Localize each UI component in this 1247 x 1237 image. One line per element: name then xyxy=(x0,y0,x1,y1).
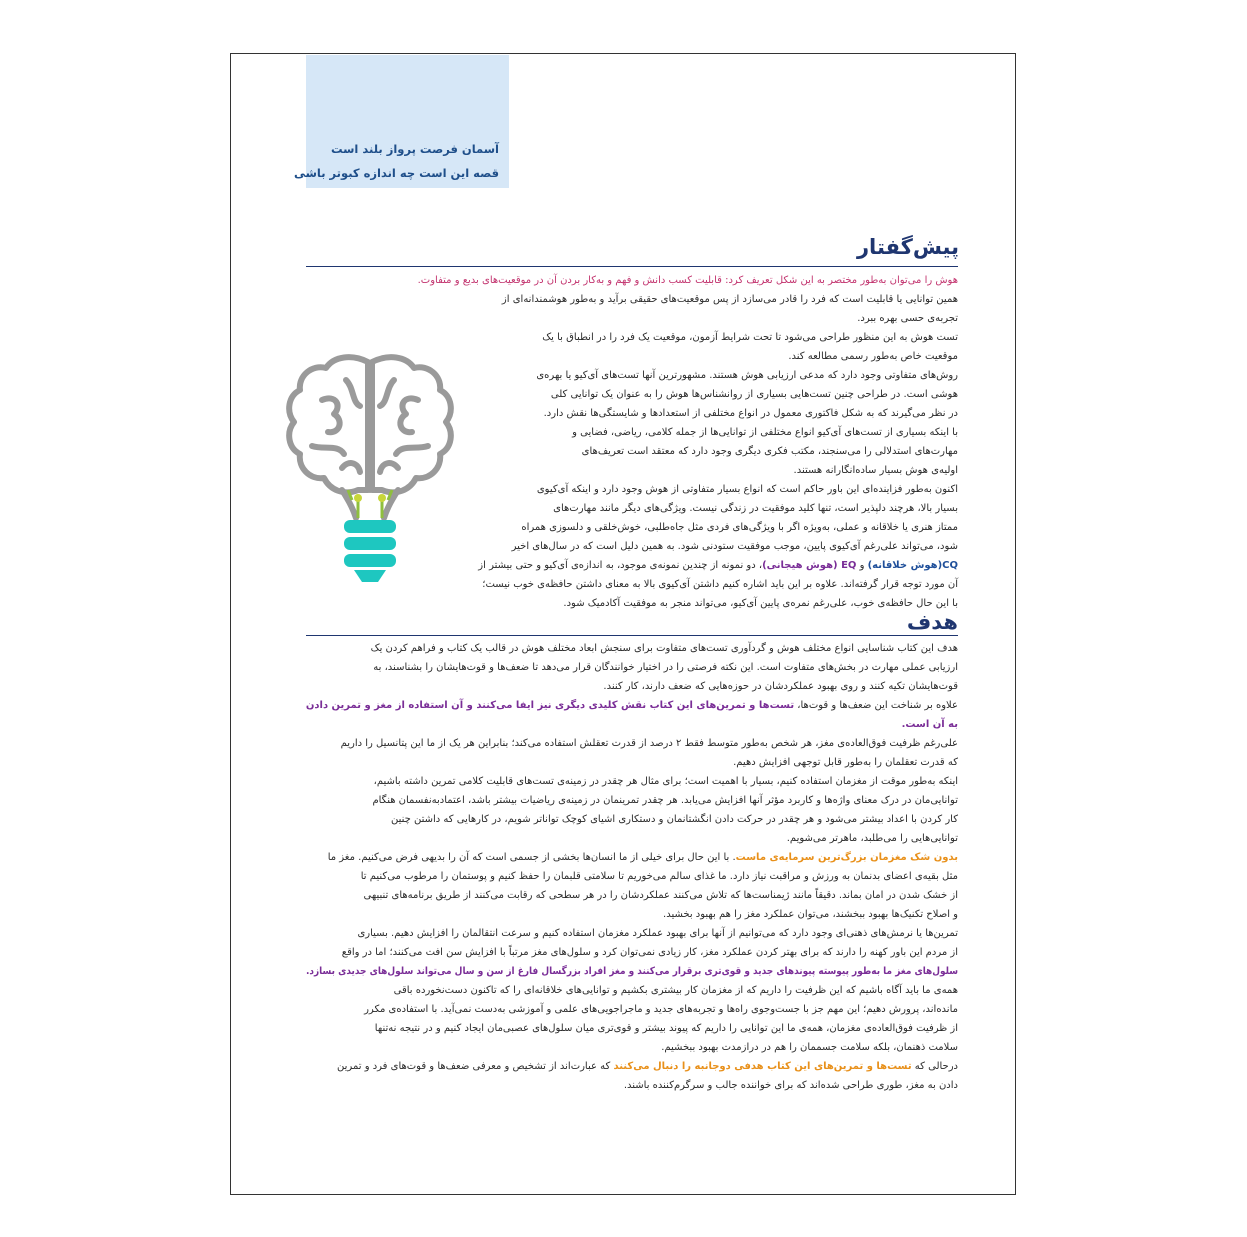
goal-segment: تست‌ها و تمرین‌های این کتاب نقش کلیدی دیگری نیز ایفا می‌کنند و آن استفاده از مغز و تمرین دادن xyxy=(305,700,795,711)
preface-line xyxy=(478,556,958,575)
goal-line xyxy=(337,1057,958,1076)
preface-segment: قابلیت کسب دانش و فهم و به‌کار بردن آن در موقعیت‌های بدیع و متفاوت. xyxy=(417,275,722,286)
preface-segment: موقعیت خاص به‌طور رسمی مطالعه کند. xyxy=(788,351,958,362)
preface-segment: همین توانایی یا قابلیت است که فرد را قادر می‌سازد از پس موقعیت‌های حقیقی برآید و به‌طور هوشمندانه‌ای از xyxy=(501,294,958,305)
goal-segment: تست‌ها و تمرین‌های این کتاب هدفی دوجانبه را دنبال می‌کنند xyxy=(613,1061,912,1072)
goal-line xyxy=(328,848,958,867)
goal-segment: از مردم این باور کهنه را دارند که برای بهتر کردن عملکرد مغز، کار زیادی نمی‌توان کرد و سلول‌های مغز مرتباً با افزایش سن افت می‌کنند؛ اما در واقع xyxy=(341,947,958,958)
preface-line xyxy=(563,594,958,613)
goal-line xyxy=(364,886,958,905)
goal-segment: تمرین‌ها یا نرمش‌های ذهنی‌ای وجود دارد که می‌توانیم از آنها برای بهبود عملکرد مغزمان استفاده کنیم و سرعت انتقالمان را افزایش دهیم. بسیاری xyxy=(357,928,958,939)
preface-segment: اولیه‌ی هوش بسیار ساده‌انگارانه هستند. xyxy=(793,465,958,476)
preface-segment: آن مورد توجه قرار گرفته‌اند. علاوه بر این باید اشاره کنیم داشتن آی‌کیوی بالا به معنای داشتن حافظه‌ی خوب نیست؛ xyxy=(482,579,958,590)
preface-segment: ممتاز هنری یا خلاقانه و عملی، به‌ویژه اگر با ویژگی‌های فردی مثل جاه‌طلبی، خوش‌خلقی و دلسوزی همراه xyxy=(521,522,958,533)
goal-segment: درحالی که xyxy=(911,1061,958,1072)
preface-title: پیش‌گفتار xyxy=(856,235,959,259)
preface-line xyxy=(857,309,958,328)
goal-line xyxy=(902,715,958,734)
goal-line xyxy=(787,829,958,848)
goal-line xyxy=(342,943,958,962)
goal-segment: همه‌ی ما باید آگاه باشیم که این ظرفیت را داریم که از مغزمان کار بیشتری بکشیم و توانایی‌های خلاقانه‌ای را که تاکنون دست‌نخورده باقی xyxy=(393,985,958,996)
goal-line xyxy=(374,772,958,791)
preface-segment: اکنون به‌طور فزاینده‌ای این باور حاکم است که انواع بسیار متفاوتی از هوش وجود دارد و اینکه آی‌کیوی xyxy=(536,484,958,495)
preface-segment: شود، می‌تواند علی‌رغم آی‌کیوی پایین، موجب موفقیت ستودنی شود. به همین دلیل است که در سال‌های اخیر xyxy=(511,541,958,552)
preface-segment: و xyxy=(856,560,868,571)
preface-line xyxy=(553,499,958,518)
preface-segment: هوش را می‌توان به‌طور مختصر به این شکل تعریف کرد: xyxy=(721,275,958,286)
goal-segment: سلامت ذهنمان، بلکه سلامت جسممان را هم در درازمدت بهبود ببخشیم. xyxy=(661,1042,958,1053)
goal-line xyxy=(391,810,958,829)
goal-segment: مانده‌اند، پرورش دهیم؛ این مهم جز با جست‌وجوی راه‌ها و تجربه‌های جدید و ماجراجویی‌های علمی و آموزشی به‌دست نمی‌آید. با استفاده‌ی مکرر xyxy=(364,1004,958,1015)
goal-line xyxy=(306,696,958,715)
goal-segment: از خشک شدن در امان بماند. دقیقاً مانند ژیمناست‌ها که تلاش می‌کنند عملکردشان را در هر سطحی که رقابت می‌کنند از طریق برنامه‌های تنبیهی xyxy=(363,890,958,901)
goal-segment: توانایی‌هایی را می‌طلبد، ماهرتر می‌شویم. xyxy=(786,833,958,844)
preface-line xyxy=(521,518,958,537)
goal-segment: که قدرت تعقلمان را به‌طور قابل توجهی افزایش دهیم. xyxy=(733,757,958,768)
goal-line xyxy=(341,734,958,753)
preface-segment: روش‌های متفاوتی وجود دارد که مدعی ارزیابی هوش هستند. مشهورترین آنها تست‌های آی‌کیو یا بهره‌ی xyxy=(536,370,958,381)
goal-segment: و اصلاح تکنیک‌ها بهبود ببخشند، می‌توان عملکرد مغز را هم بهبود بخشید. xyxy=(663,909,958,920)
quote-line-2: قصه این است چه اندازه کبوتر باشی xyxy=(293,166,499,180)
preface-segment: تجربه‌ی حسی بهره ببرد. xyxy=(857,313,958,324)
preface-segment: با اینکه بسیاری از تست‌های آی‌کیو انواع مختلفی از توانایی‌ها از جمله کلامی، ریاضی، فضایی و xyxy=(572,427,958,438)
goal-segment: علی‌رغم ظرفیت فوق‌العاده‌ی مغز، هر شخص به‌طور متوسط فقط ۲ درصد از قدرت تعقلش استفاده می‌کند؛ بنابراین هر یک از ما این پتانسیل را داریم xyxy=(340,738,958,749)
preface-segment: تست هوش به این منظور طراحی می‌شود تا تحت شرایط آزمون، موقعیت یک فرد را در انطباق با یک xyxy=(542,332,958,343)
preface-line xyxy=(551,385,958,404)
preface-segment: مهارت‌های استدلالی را می‌سنجند، مکتب فکری دیگری وجود دارد که معتقد است تعریف‌های xyxy=(581,446,958,457)
goal-line xyxy=(373,658,958,677)
preface-line xyxy=(512,537,958,556)
goal-line xyxy=(624,1076,958,1095)
preface-line xyxy=(572,423,958,442)
goal-line xyxy=(371,639,958,658)
goal-divider xyxy=(306,635,958,636)
preface-segment: ، دو نمونه از چندین نمونه‌ی موجود، به اندازه‌ی آی‌کیو و حتی بیشتر از xyxy=(478,560,763,571)
preface-line xyxy=(482,575,958,594)
goal-segment: بدون شک مغزمان بزرگ‌ترین سرمایه‌ی ماست xyxy=(735,852,958,863)
goal-line xyxy=(306,962,958,981)
preface-segment: در نظر می‌گیرند که به شکل فاکتوری معمول در انواع مختلفی از استعدادها و شایستگی‌ها نقش دارد. xyxy=(543,408,958,419)
preface-segment: بسیار بالا، هرچند دلپذیر است، تنها کلید موفقیت در زندگی نیست. ویژگی‌های دیگر مانند مهارت‌های xyxy=(553,503,958,514)
goal-segment: مثل بقیه‌ی اعضای بدنمان به ورزش و مراقبت نیاز دارد. ما غذای سالم می‌خوریم تا سلامتی قلبمان را حفظ کنیم و پوستمان را مرطوب می‌کنیم تا xyxy=(360,871,958,882)
goal-line xyxy=(603,677,958,696)
goal-line xyxy=(663,905,958,924)
preface-segment: هوشی است. در طراحی چنین تست‌هایی بسیاری از روانشناس‌ها هوش را به عنوان یک توانایی کلی xyxy=(550,389,958,400)
preface-segment: (هوش خلاقانه) xyxy=(867,560,943,571)
goal-line xyxy=(661,1038,958,1057)
preface-segment: CQ xyxy=(942,560,958,571)
goal-segment: توانایی‌مان در درک معنای واژه‌ها و کاربرد مؤثر آنها افزایش می‌یابد. هر چقدر تمرینمان در زمینه‌ی ریاضیات بیشتر باشد، اعتمادبه‌نفسمان هنگام xyxy=(372,795,958,806)
preface-line xyxy=(502,290,958,309)
goal-segment: . با این حال برای خیلی از ما انسان‌ها بخشی از جسمی است که آن را بدیهی فرض می‌کنیم. مغز ما xyxy=(327,852,736,863)
preface-divider xyxy=(306,266,958,267)
goal-segment: سلول‌های مغز ما به‌طور پیوسته پیوندهای جدید و قوی‌تری برقرار می‌کنند و مغز افراد بزرگسال فارغ از سن و سال می‌تواند سلول‌های جدیدی بسازد. xyxy=(305,966,958,977)
goal-segment: کار کردن با اعداد بیشتر می‌شود و هر چقدر در حرکت دادن انگشتانمان و دستکاری اشیای کوچک تواناتر شویم، در کارهایی که داشتن چنین xyxy=(390,814,958,825)
goal-line xyxy=(394,981,958,1000)
goal-title: هدف xyxy=(906,610,958,634)
preface-line xyxy=(537,480,958,499)
preface-line xyxy=(536,366,958,385)
preface-line xyxy=(788,347,958,366)
goal-segment: از ظرفیت فوق‌العاده‌ی مغزمان، همه‌ی ما این توانایی را داریم که پیوند بیشتر و قوی‌تری میان سلول‌های عصبی‌مان ایجاد کنیم و در نتیجه نه‌تنها xyxy=(374,1023,958,1034)
preface-segment: با این حال حافظه‌ی خوب، علی‌رغم نمره‌ی پایین آی‌کیو، می‌تواند منجر به موفقیت آکادمیک شود. xyxy=(563,598,958,609)
goal-segment: هدف این کتاب شناسایی انواع مختلف هوش و گردآوری تست‌های متفاوت برای سنجش ابعاد مختلف هوش در قالب یک کتاب و فراهم کردن یک xyxy=(370,643,958,654)
preface-line xyxy=(542,328,958,347)
goal-segment: ارزیابی عملی مهارت در بخش‌های متفاوت است. این نکته فرصتی را در اختیار خوانندگان قرار می‌دهد تا ضعف‌ها و قوت‌هایشان را بشناسند، به xyxy=(373,662,958,673)
quote-box xyxy=(293,55,509,188)
goal-line xyxy=(375,1019,958,1038)
goal-segment: دادن به مغز، طوری طراحی شده‌اند که برای خواننده جالب و سرگرم‌کننده باشند. xyxy=(623,1080,958,1091)
preface-line xyxy=(418,271,958,290)
goal-line xyxy=(361,867,958,886)
goal-line xyxy=(372,791,958,810)
goal-segment: اینکه به‌طور موقت از مغزمان استفاده کنیم، بسیار با اهمیت است؛ برای مثال هر چقدر در زمینه‌ی تست‌های قابلیت کلامی تمرین داشته باشیم، xyxy=(373,776,958,787)
brain-lightbulb-icon xyxy=(282,350,457,585)
goal-segment: علاوه بر شناخت این ضعف‌ها و قوت‌ها، xyxy=(794,700,958,711)
preface-segment: EQ (هوش هیجانی) xyxy=(762,560,857,571)
goal-segment: به آن است. xyxy=(901,719,958,730)
goal-line xyxy=(364,1000,958,1019)
preface-line xyxy=(794,461,958,480)
preface-line xyxy=(544,404,958,423)
goal-segment: که عبارت‌اند از تشخیص و معرفی ضعف‌ها و قوت‌های فرد و تمرین xyxy=(337,1061,614,1072)
goal-line xyxy=(357,924,958,943)
goal-segment: قوت‌هایشان تکیه کنند و روی بهبود عملکردشان در حوزه‌هایی که ضعف دارند، کار کنند. xyxy=(603,681,958,692)
quote-line-1: آسمان فرصت پرواز بلند است xyxy=(330,142,499,156)
goal-line xyxy=(733,753,958,772)
preface-line xyxy=(582,442,958,461)
